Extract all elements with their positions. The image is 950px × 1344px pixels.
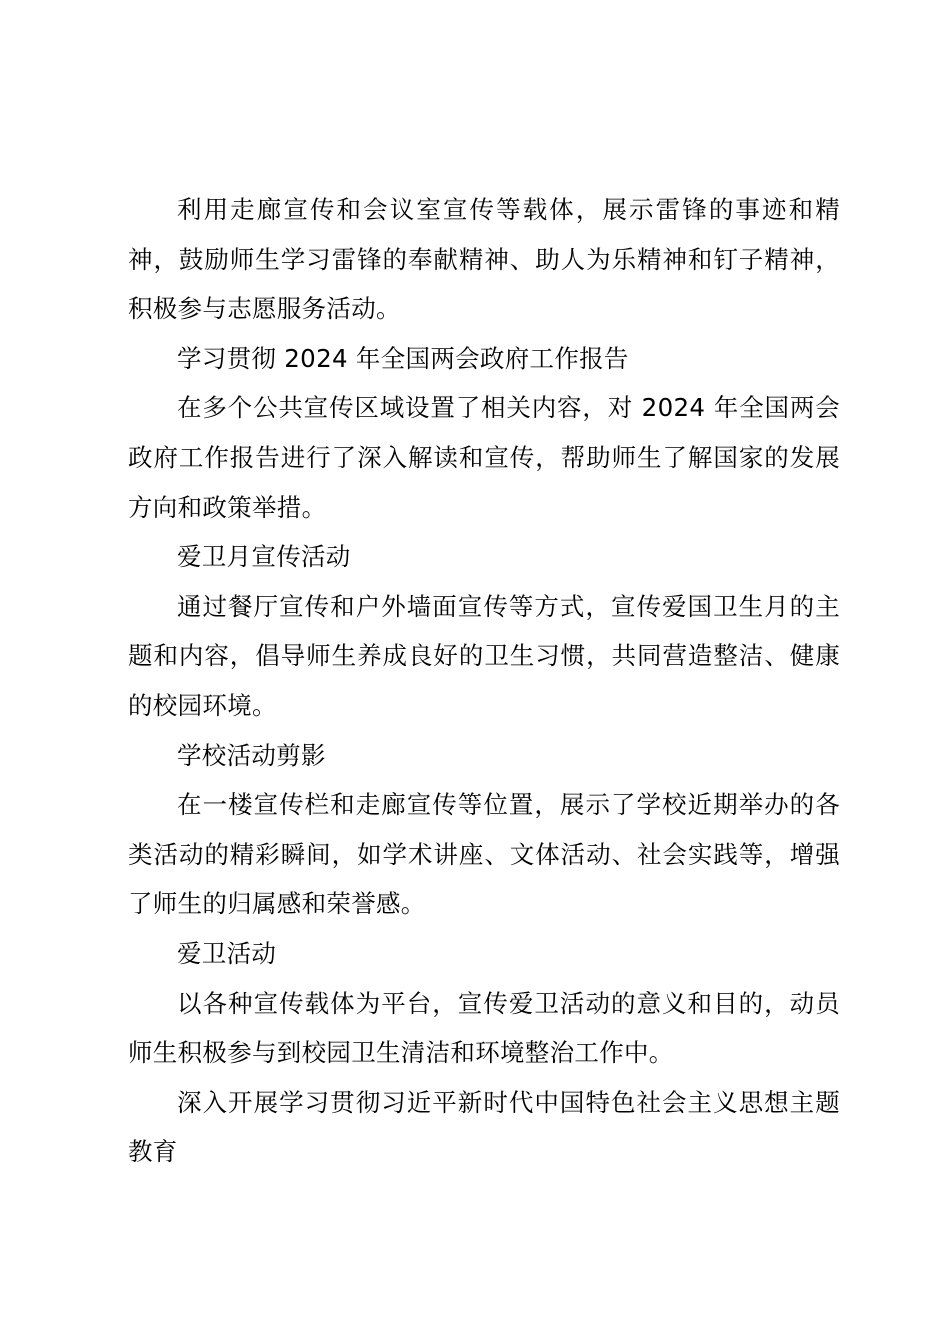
heading-health-activity: 爱卫活动 bbox=[177, 938, 277, 968]
document-body bbox=[128, 185, 840, 1177]
paragraph-theme-education: 深入开展学习贯彻习近平新时代中国特色社会主义思想主题教育 bbox=[128, 1087, 840, 1167]
heading-two-sessions-report: 学习贯彻 2024 年全国两会政府工作报告 bbox=[177, 343, 629, 373]
paragraph-lei-feng: 利用走廊宣传和会议室宣传等载体，展示雷锋的事迹和精神，鼓励师生学习雷锋的奉献精神、助人为乐精神和钉子精神，积极参与志愿服务活动。 bbox=[128, 195, 840, 324]
paragraph-health-activity: 以各种宣传载体为平台，宣传爱卫活动的意义和目的，动员师生积极参与到校园卫生清洁和环境整治工作中。 bbox=[128, 988, 840, 1068]
paragraph-school-activities: 在一楼宣传栏和走廊宣传等位置，展示了学校近期举办的各类活动的精彩瞬间，如学术讲座、文体活动、社会实践等，增强了师生的归属感和荣誉感。 bbox=[128, 790, 840, 919]
heading-school-activities: 学校活动剪影 bbox=[177, 740, 326, 770]
paragraph-two-sessions: 在多个公共宣传区域设置了相关内容，对 2024 年全国两会政府工作报告进行了深入解读和宣传，帮助师生了解国家的发展方向和政策举措。 bbox=[128, 393, 840, 522]
paragraph-health-month: 通过餐厅宣传和户外墙面宣传等方式，宣传爱国卫生月的主题和内容，倡导师生养成良好的卫生习惯，共同营造整洁、健康的校园环境。 bbox=[128, 591, 840, 720]
heading-health-month: 爱卫月宣传活动 bbox=[177, 542, 351, 572]
